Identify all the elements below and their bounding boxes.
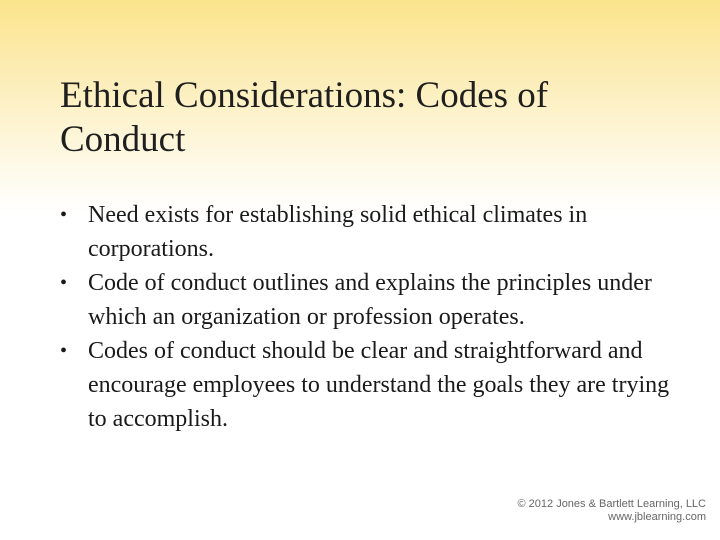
bullet-text: Codes of conduct should be clear and straightforward and encourage employees to understand the goals they are trying to accomplish. (88, 338, 670, 432)
copyright-notice (518, 498, 707, 524)
bullet-dot-icon: • (60, 204, 68, 226)
bullet-item (60, 334, 690, 436)
copyright-text: © 2012 Jones & Bartlett Learning, LLC (517, 498, 706, 510)
bullet-item (60, 198, 690, 266)
slide-title: Ethical Considerations: Codes of Conduct (60, 75, 549, 160)
bullet-text: Need exists for establishing solid ethical climates in corporations. (88, 202, 588, 262)
website-text: www.jblearning.com (608, 511, 706, 523)
bullet-list (60, 198, 690, 436)
bullet-dot-icon: • (60, 340, 68, 362)
bullet-item (60, 266, 690, 334)
bullet-dot-icon: • (60, 272, 68, 294)
bullet-text: Code of conduct outlines and explains the principles under which an organization or profession operates. (88, 270, 652, 330)
